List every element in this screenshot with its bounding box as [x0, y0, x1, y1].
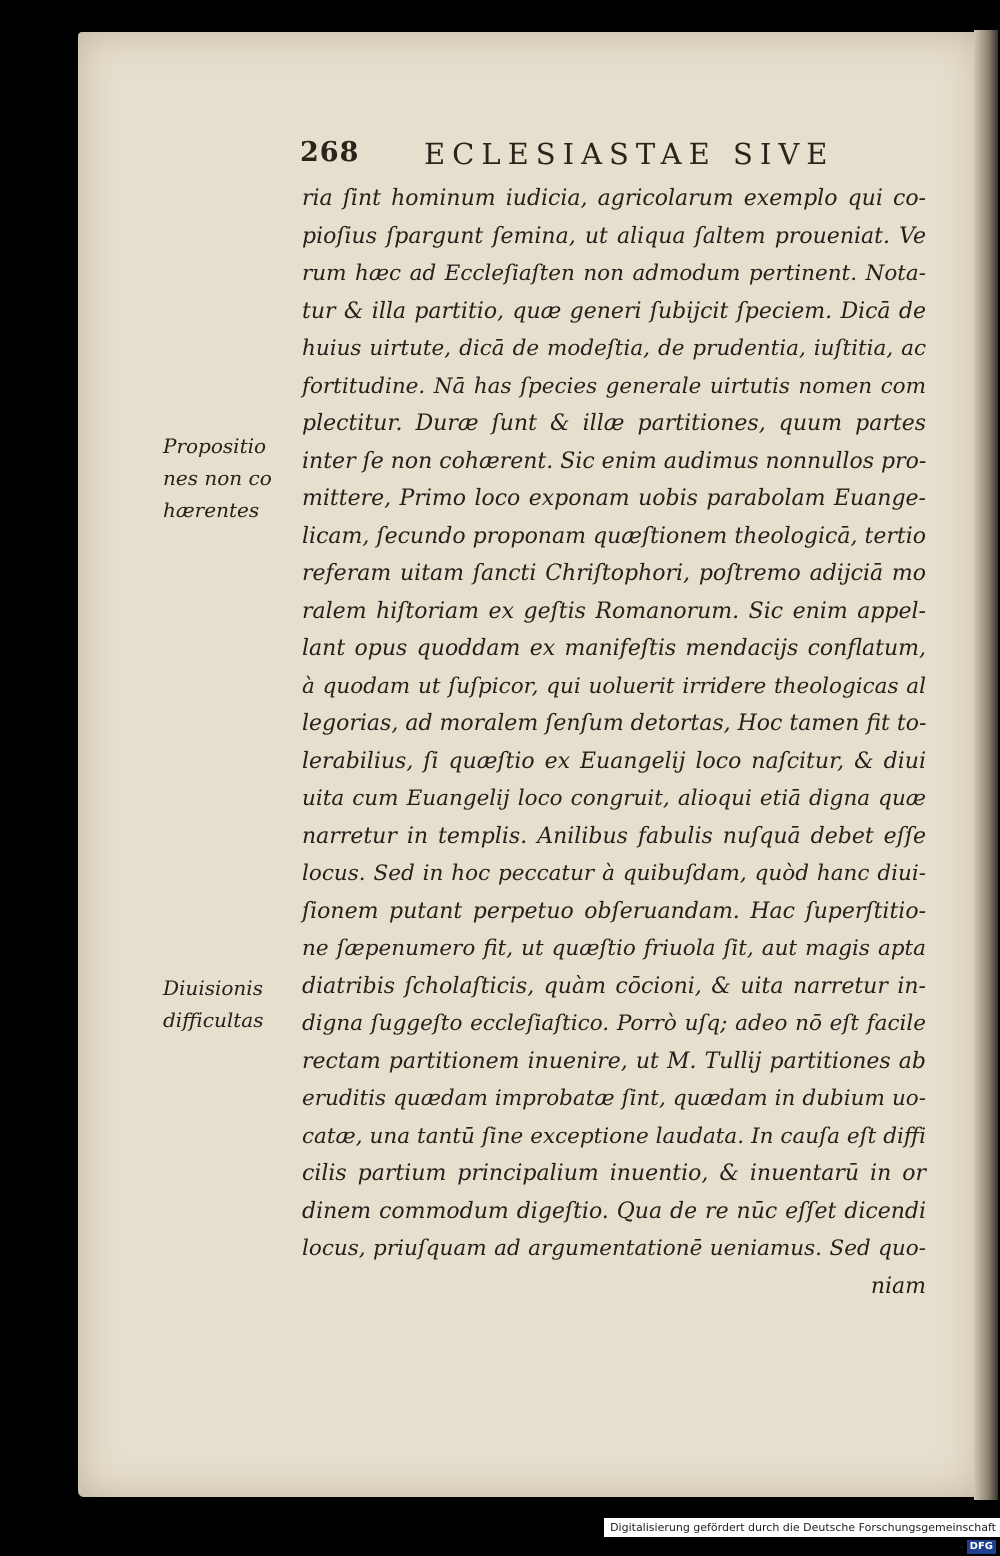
text-line: rum hæc ad Eccleſiaſten non admodum pertinent. Nota-: [302, 261, 926, 286]
text-line: diatribis ſcholaſticis, quàm cōcioni, & uita narretur in-: [302, 973, 926, 999]
text-line: à quodam ut ſuſpicor, qui uoluerit irridere theologicas al: [302, 673, 926, 699]
marginal-note-line: hærentes: [163, 498, 260, 522]
text-line: lant opus quoddam ex manifeſtis mendacijs conflatum,: [302, 636, 926, 661]
marginal-note: [163, 972, 298, 1036]
body-text: [302, 180, 926, 1305]
text-line: ralem hiſtoriam ex geſtis Romanorum. Sic enim appel-: [302, 598, 926, 624]
text-line: rectam partitionem inuenire, ut M. Tullij partitiones ab: [302, 1048, 926, 1074]
marginal-note: [163, 430, 298, 526]
text-line: ria ſint hominum iudicia, agricolarum exemplo qui co-: [302, 186, 926, 211]
page-edge: [974, 30, 998, 1500]
text-line: licam, ſecundo proponam quæſtionem theologicā, tertio: [302, 523, 926, 549]
text-line: locus, priuſquam ad argumentationē ueniamus. Sed quo-: [302, 1236, 926, 1261]
text-line: uita cum Euangelij loco congruit, alioqui etiā digna quæ: [302, 786, 926, 811]
text-line: narretur in templis. Anilibus fabulis nuſquā debet eſſe: [302, 823, 926, 849]
text-line: dinem commodum digeſtio. Qua de re nūc eſſet dicendi: [302, 1198, 926, 1224]
text-line: pioſius ſpargunt ſemina, ut aliqua ſaltem proueniat. Ve: [302, 223, 926, 249]
dfg-logo: DFG: [967, 1540, 996, 1554]
page-number: 268: [300, 137, 360, 168]
text-line: ne ſæpenumero fit, ut quæſtio friuola ſit, aut magis apta: [302, 936, 926, 961]
text-line: fortitudine. Nā has ſpecies generale uirtutis nomen com: [302, 373, 926, 399]
text-line: referam uitam ſancti Chriſtophori, poſtremo adijciā mo: [302, 561, 926, 586]
text-line: ſionem putant perpetuo obſeruandam. Hac ſuperſtitio-: [302, 898, 926, 924]
digitization-credit: [604, 1518, 1000, 1553]
marginal-note-line: Diuisionis: [163, 976, 263, 1000]
text-line: cilis partium principalium inuentio, & inuentarū in or: [302, 1161, 926, 1186]
text-line: mittere, Primo loco exponam uobis parabolam Euange-: [302, 486, 926, 511]
marginal-note-line: nes non co: [163, 466, 272, 490]
text-line: eruditis quædam improbatæ ſint, quædam in dubium uo-: [302, 1086, 926, 1111]
text-line: catæ, una tantū ſine exceptione laudata. In cauſa eſt diffi: [302, 1123, 926, 1149]
text-line: digna ſuggeſto eccleſiaſtico. Porrò uſq; adeo nō eſt facile: [302, 1011, 926, 1036]
text-line: inter ſe non cohærent. Sic enim audimus nonnullos pro-: [302, 448, 927, 474]
text-line: huius uirtute, dicā de modeſtia, de prudentia, iuſtitia, ac: [302, 336, 926, 361]
text-line: locus. Sed in hoc peccatur à quibuſdam, quòd hanc diui-: [302, 861, 926, 886]
marginal-note-line: Propositio: [163, 434, 267, 458]
text-line: plectitur. Duræ ſunt & illæ partitiones, quum partes: [302, 411, 926, 436]
text-line: tur & illa partitio, quæ generi ſubijcit ſpeciem. Dicā de: [302, 298, 926, 324]
text-line: legorias, ad moralem ſenſum detortas, Hoc tamen fit to-: [302, 711, 927, 736]
text-line: niam: [870, 1273, 926, 1299]
running-head: ECLESIASTAE SIVE: [424, 137, 835, 171]
credit-text: Digitalisierung gefördert durch die Deutsche Forschungsgemeinschaft -: [610, 1521, 996, 1553]
page-header: [300, 137, 900, 177]
text-line: lerabilius, ſi quæſtio ex Euangelij loco naſcitur, & diui: [302, 748, 926, 774]
marginal-note-line: difficultas: [163, 1008, 264, 1032]
